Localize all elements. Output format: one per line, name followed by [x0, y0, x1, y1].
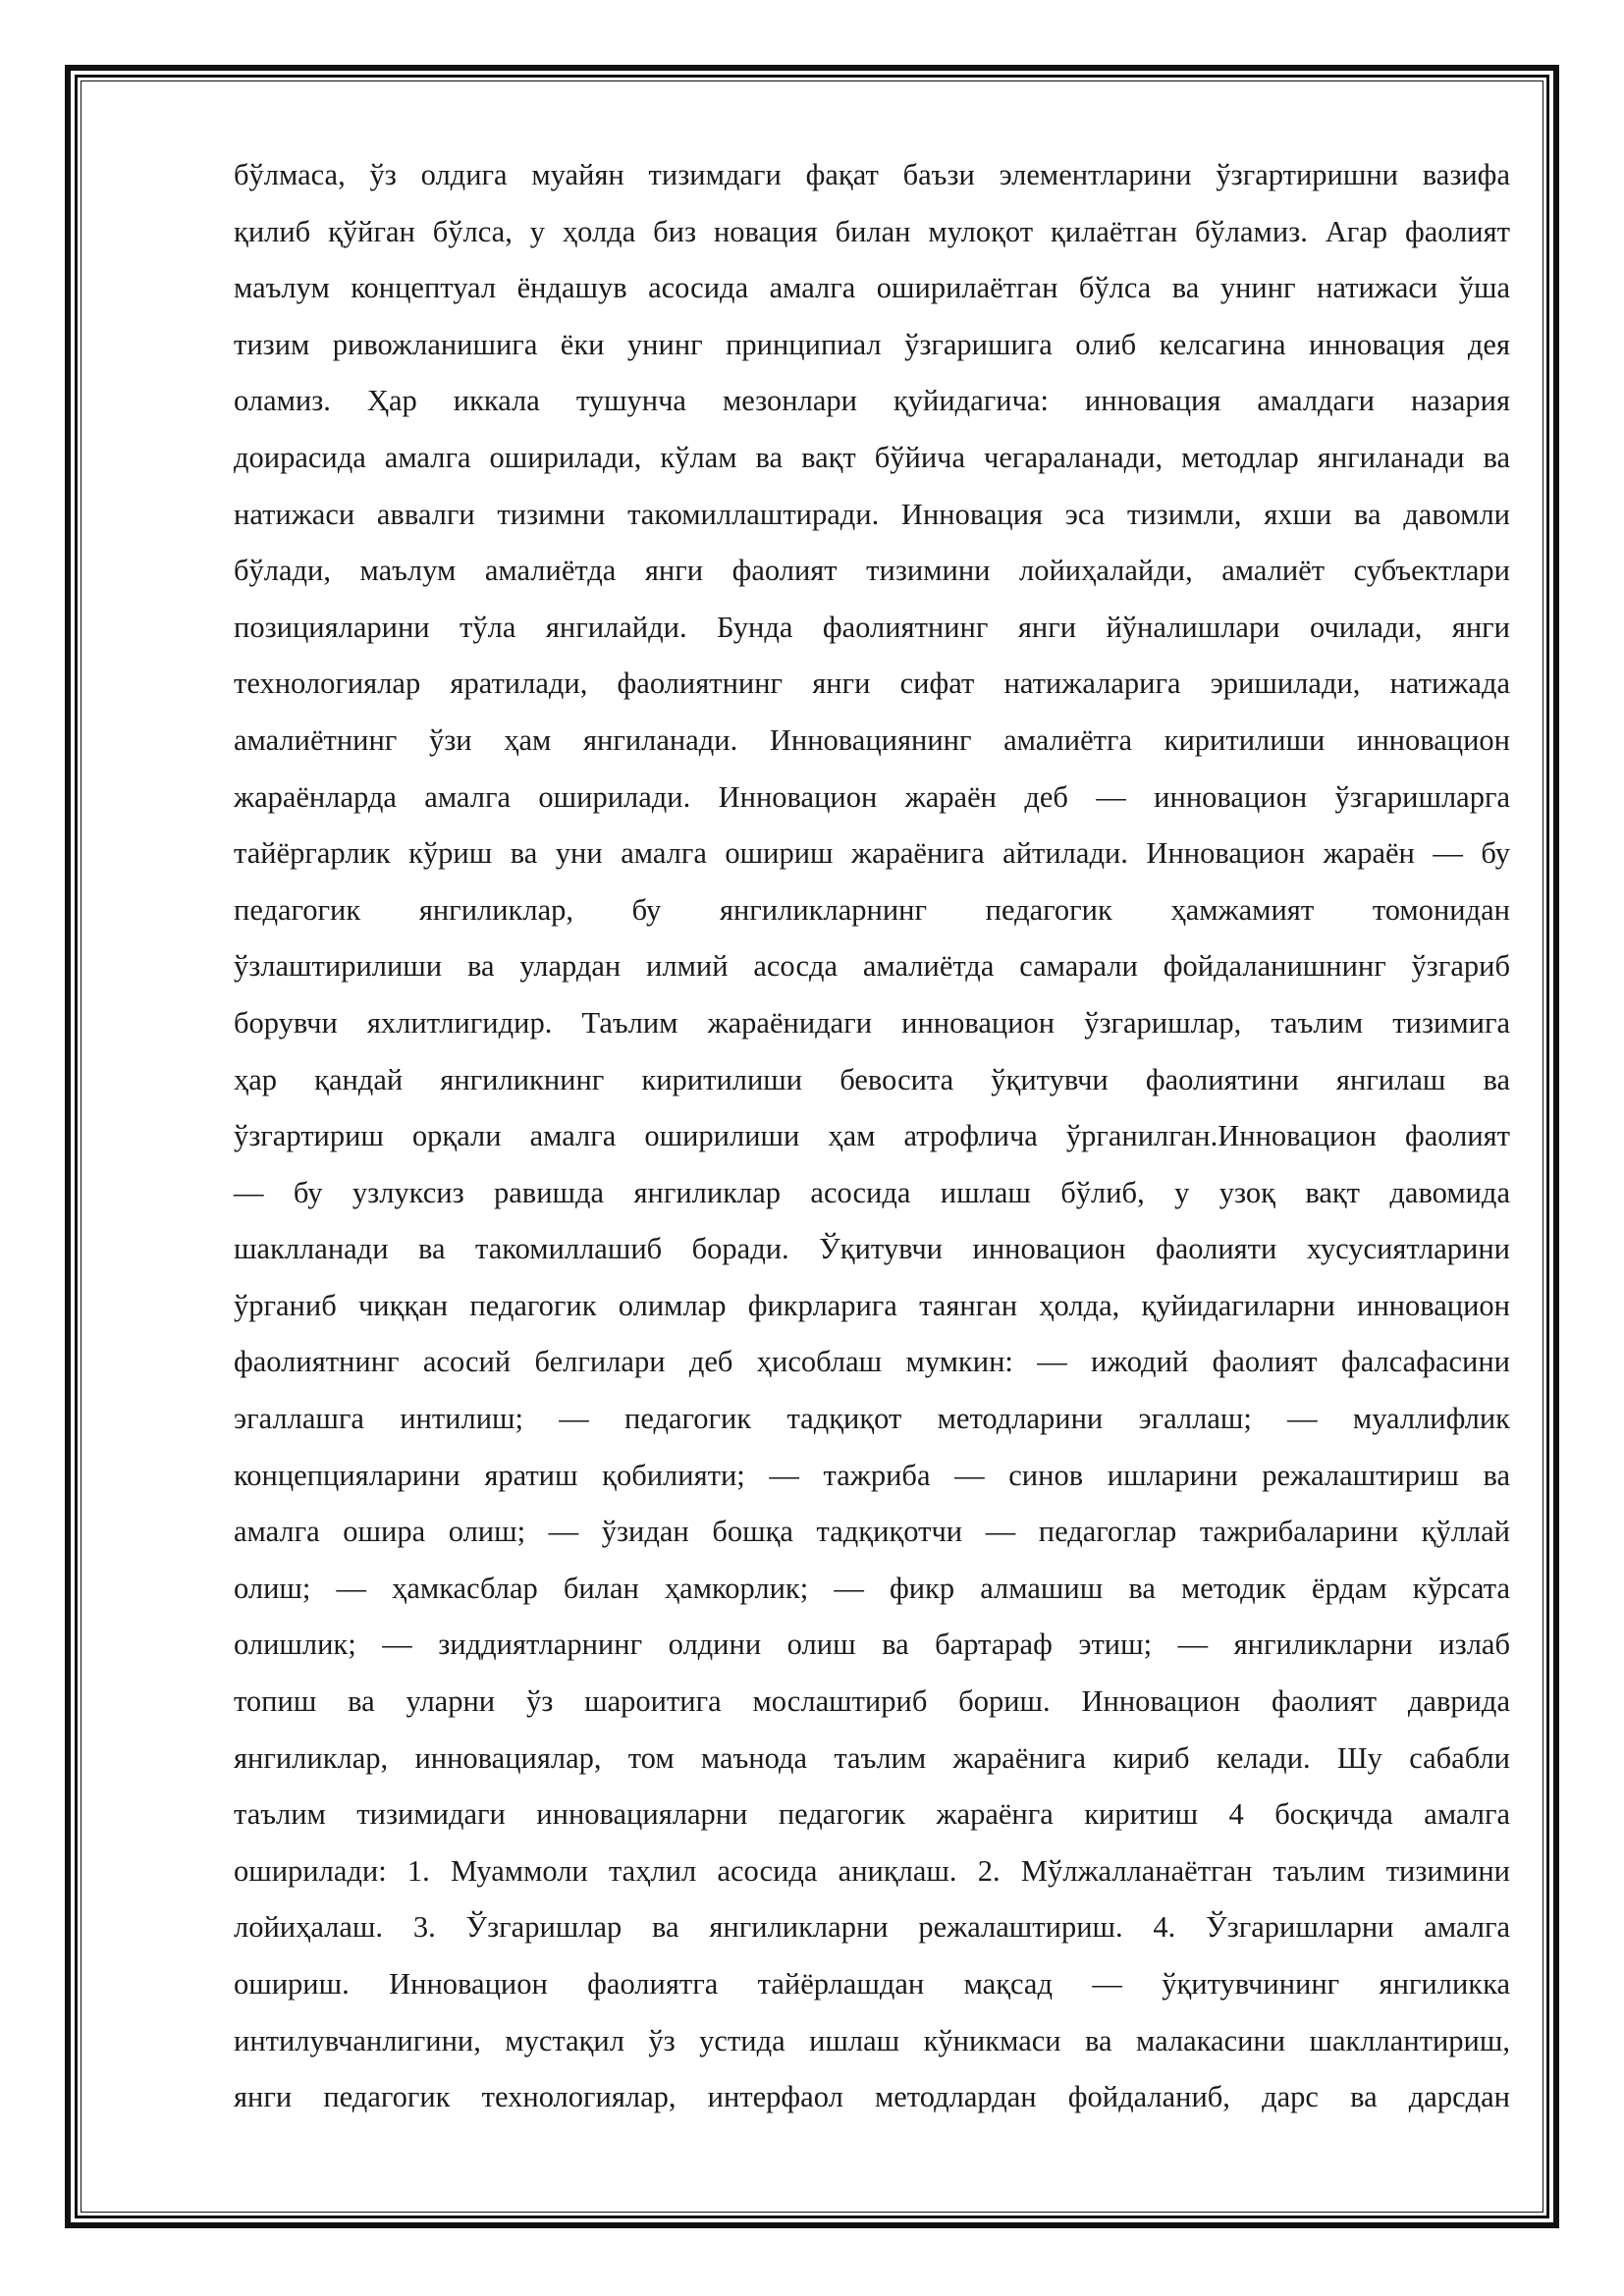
text-line: олиш; — ҳамкасблар билан ҳамкорлик; — фикр алмашиш ва методик ёрдам кўрсата — [234, 1571, 1510, 1605]
text-line: жараёнларда амалга оширилади. Инновацион жараён деб — инновацион ўзгаришларга — [234, 779, 1510, 814]
text-line: интилувчанлигини, мустақил ўз устида ишлаш кўникмаси ва малакасини шакллантириш, — [234, 2023, 1510, 2057]
text-line: янги педагогик технологиялар, интерфаол методлардан фойдаланиб, дарс ва дарсдан — [234, 2080, 1510, 2114]
text-line: концепцияларини яратиш қобилияти; — тажриба — синов ишларини режалаштириш ва — [234, 1458, 1510, 1492]
text-line: оширилади: 1. Муаммоли таҳлил асосида аниқлаш. 2. Мўлжалланаётган таълим тизимини — [234, 1853, 1510, 1888]
body-text — [234, 147, 1510, 2126]
text-line: топиш ва уларни ўз шароитига мослаштириб бориш. Инновацион фаолият даврида — [234, 1684, 1510, 1719]
text-line: ўзгартириш орқали амалга оширилиши ҳам атрофлича ўрганилган.Инновацион фаолият — [234, 1119, 1510, 1153]
text-line: борувчи яхлитлигидир. Таълим жараёнидаги инновацион ўзгаришлар, таълим тизимига — [234, 1005, 1510, 1040]
text-line: таълим тизимидаги инновацияларни педагогик жараёнга киритиш 4 босқичда амалга — [234, 1797, 1510, 1832]
text-line: бўлмаса, ўз олдига муайян тизимдаги фақат баъзи элементларини ўзгартиришни вазифа — [234, 158, 1510, 191]
text-line: қилиб қўйган бўлса, у ҳолда биз новация билан мулоқот қилаётган бўламиз. Агар фаолият — [234, 214, 1510, 248]
text-line: оламиз. Ҳар иккала тушунча мезонлари қуйидагича: инновация амалдаги назария — [234, 384, 1510, 418]
text-line: амалга ошира олиш; — ўзидан бошқа тадқиқотчи — педагоглар тажрибаларини қўллай — [234, 1515, 1510, 1549]
text-line: ўрганиб чиққан педагогик олимлар фикрларига таянган ҳолда, қуйидагиларни инновацион — [234, 1288, 1510, 1322]
text-line: маълум концептуал ёндашув асосида амалга оширилаётган бўлса ва унинг натижаси ўша — [234, 271, 1510, 305]
text-line: тайёргарлик кўриш ва уни амалга ошириш жараёнига айтилади. Инновацион жараён — бу — [234, 836, 1510, 871]
text-line: педагогик янгиликлар, бу янгиликларнинг педагогик ҳамжамият томонидан — [234, 892, 1510, 927]
text-line: технологиялар яратилади, фаолиятнинг янги сифат натижаларига эришилади, натижада — [234, 667, 1510, 701]
text-line: олишлик; — зиддиятларнинг олдини олиш ва бартараф этиш; — янгиликларни излаб — [234, 1628, 1510, 1662]
text-line: тизим ривожланишига ёки унинг принципиал ўзгаришига олиб келсагина инновация дея — [234, 327, 1510, 361]
text-line: доирасида амалга оширилади, кўлам ва вақт бўйича чегараланади, методлар янгиланади ва — [234, 440, 1510, 474]
text-line: фаолиятнинг асосий белгилари деб ҳисоблаш мумкин: — ижодий фаолият фалсафасини — [234, 1345, 1510, 1379]
text-line: ошириш. Инновацион фаолиятга тайёрлашдан мақсад — ўқитувчининг янгиликка — [234, 1967, 1510, 2001]
text-line: — бу узлуксиз равишда янгиликлар асосида ишлаш бўлиб, у узоқ вақт давомида — [234, 1175, 1510, 1209]
text-line: ҳар қандай янгиликнинг киритилиши бевосита ўқитувчи фаолиятини янгилаш ва — [234, 1062, 1510, 1096]
text-line: позицияларини тўла янгилайди. Бунда фаолиятнинг янги йўналишлари очилади, янги — [234, 610, 1510, 644]
text-line: амалиётнинг ўзи ҳам янгиланади. Инновациянинг амалиётга киритилиши инновацион — [234, 722, 1510, 757]
text-line: ўзлаштирилиши ва улардан илмий асосда амалиётда самарали фойдаланишнинг ўзгариб — [234, 949, 1510, 984]
text-line: эгаллашга интилиш; — педагогик тадқиқот методларини эгаллаш; — муаллифлик — [234, 1402, 1510, 1436]
text-line: янгиликлар, инновациялар, том маънода таълим жараёнига кириб келади. Шу сабабли — [234, 1740, 1510, 1775]
text-line: натижаси аввалги тизимни такомиллаштиради. Инновация эса тизимли, яхши ва давомли — [234, 497, 1510, 531]
text-line: шаклланади ва такомиллашиб боради. Ўқитувчи инновацион фаолияти хусусиятларини — [234, 1232, 1510, 1266]
text-line: лойиҳалаш. 3. Ўзгаришлар ва янгиликларни режалаштириш. 4. Ўзгаришларни амалга — [234, 1910, 1510, 1945]
text-line: бўлади, маълум амалиётда янги фаолият тизимини лойиҳалайди, амалиёт субъектлари — [234, 554, 1510, 588]
